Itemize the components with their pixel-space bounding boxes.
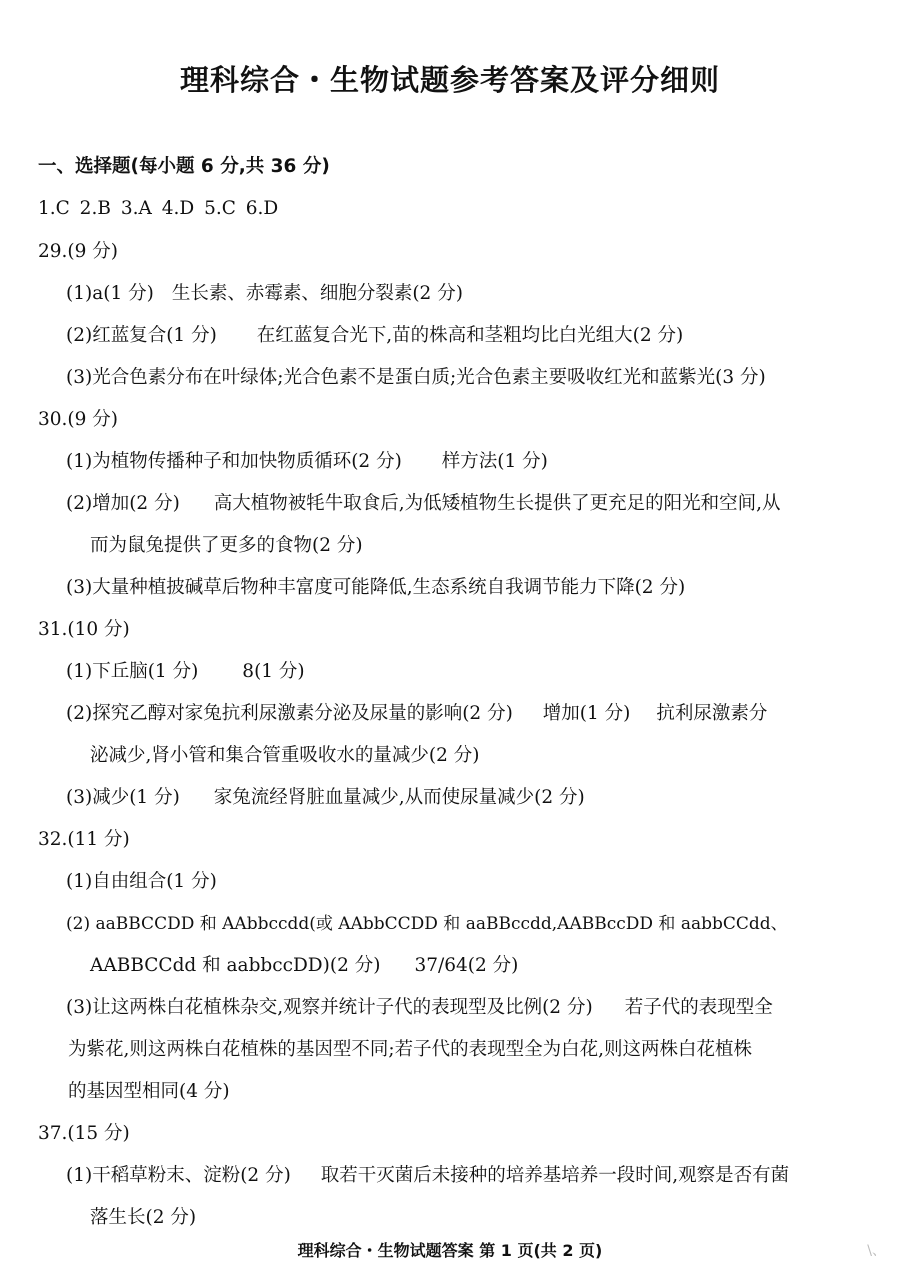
q37-part1-b: 取若干灭菌后未接种的培养基培养一段时间,观察是否有菌 [320, 1165, 790, 1186]
q29-part2-b: 在红蓝复合光下,苗的株高和茎粗均比白光组大(2 分) [256, 325, 684, 346]
q32-part1: (1)自由组合(1 分) [66, 871, 217, 892]
q30-part3: (3)大量种植披碱草后物种丰富度可能降低,生态系统自我调节能力下降(2 分) [66, 577, 686, 598]
q31-part2 [66, 702, 767, 726]
q31-part3-b: 家兔流经肾脏血量减少,从而使尿量减少(2 分) [213, 787, 585, 808]
q30-part1 [66, 450, 548, 474]
q32-part3-cont1: 为紫花,则这两株白花植株的基因型不同;若子代的表现型全为白花,则这两株白花植株 [68, 1039, 752, 1060]
q31-part2-c: 抗利尿激素分 [656, 703, 768, 724]
q31-part2-b: 增加(1 分) [542, 703, 631, 724]
q32-part2-cont [90, 954, 518, 978]
q32-part3-a: (3)让这两株白花植株杂交,观察并统计子代的表现型及比例(2 分) [66, 997, 593, 1018]
q37-heading: 37.(15 分) [38, 1123, 130, 1144]
q29-part1-b: 生长素、赤霉素、细胞分裂素(2 分) [171, 283, 463, 304]
q30-heading: 30.(9 分) [38, 409, 119, 430]
q30-part1-b: 样方法(1 分) [441, 451, 548, 472]
q31-part3-a: (3)减少(1 分) [66, 787, 180, 808]
q29-heading: 29.(9 分) [38, 241, 119, 262]
q32-heading: 32.(11 分) [38, 829, 130, 850]
q31-part1 [66, 660, 305, 684]
q30-part2-a: (2)增加(2 分) [66, 493, 180, 514]
q30-part2-b: 高大植物被牦牛取食后,为低矮植物生长提供了更充足的阳光和空间,从 [213, 493, 781, 514]
q32-part2-c: 37/64(2 分) [414, 955, 519, 976]
q37-part1 [66, 1164, 789, 1188]
q32-part2-b: AABBCCdd 和 aabbccDD)(2 分) [90, 955, 381, 976]
q29-part1-a: (1)a(1 分) [66, 283, 154, 304]
q29-part2-a: (2)红蓝复合(1 分) [66, 325, 217, 346]
q31-part1-b: 8(1 分) [242, 661, 305, 682]
page-title: 理科综合・生物试题参考答案及评分细则 [179, 63, 720, 97]
q31-part1-a: (1)下丘脑(1 分) [66, 661, 199, 682]
q30-part2 [66, 492, 781, 516]
q29-part3: (3)光合色素分布在叶绿体;光合色素不是蛋白质;光合色素主要吸收红光和蓝紫光(3 分) [66, 367, 766, 388]
q32-part2: (2) aaBBCCDD 和 AAbbccdd(或 AAbbCCDD 和 aaBBccdd,AABBccDD 和 aabbCCdd、 [66, 914, 788, 934]
q29-part1 [66, 282, 463, 306]
q30-part2-cont: 而为鼠兔提供了更多的食物(2 分) [90, 535, 363, 556]
q32-part3-b: 若子代的表现型全 [624, 997, 773, 1018]
q31-heading: 31.(10 分) [38, 619, 130, 640]
q31-part2-cont: 泌减少,肾小管和集合管重吸收水的量减少(2 分) [90, 745, 480, 766]
q37-part1-cont: 落生长(2 分) [90, 1207, 197, 1228]
q29-part2 [66, 324, 683, 348]
q31-part3 [66, 786, 585, 810]
q32-part3 [66, 996, 773, 1020]
page-footer: 理科综合・生物试题答案 第 1 页(共 2 页) [297, 1241, 603, 1260]
q32-part3-cont2: 的基因型相同(4 分) [68, 1081, 230, 1102]
choice-answers: 1.C 2.B 3.A 4.D 5.C 6.D [38, 198, 279, 219]
section-heading: 一、选择题(每小题 6 分,共 36 分) [38, 156, 330, 177]
q31-part2-a: (2)探究乙醇对家兔抗利尿激素分泌及尿量的影响(2 分) [66, 703, 513, 724]
q30-part1-a: (1)为植物传播种子和加快物质循环(2 分) [66, 451, 402, 472]
q37-part1-a: (1)干稻草粉末、淀粉(2 分) [66, 1165, 291, 1186]
corner-mark: \、 [867, 1243, 886, 1259]
